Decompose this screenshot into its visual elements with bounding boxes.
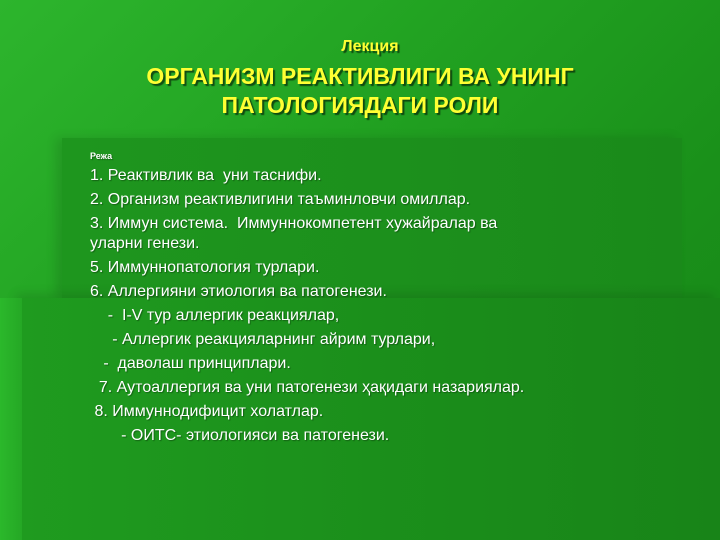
list-item: 2. Организм реактивлигини таъминловчи омиллар. [90,191,471,208]
plan-label: Режа [90,151,113,161]
list-item: 8. Иммуннодифицит холатлар. [90,403,324,420]
list-item: уларни генези. [90,235,200,252]
title-lecture-label: Лекция [341,38,399,55]
list-item: 7. Аутоаллергия ва уни патогенези ҳақидаги назариялар. [90,379,525,396]
title-main-heading: ОРГАНИЗМ РЕАКТИВЛИГИ ВА УНИНГ ПАТОЛОГИЯДАГИ РОЛИ [146,63,574,118]
list-item: - Аллергик реакцияларнинг айрим турлари, [90,331,436,348]
slide-title [60,36,660,120]
list-item: - даволаш принциплари. [90,355,291,372]
content-list [90,150,690,446]
list-item: 5. Иммуннопатология турлари. [90,259,320,276]
list-item: 1. Реактивлик ва уни таснифи. [90,167,322,184]
list-item: - ОИТС- этиологияси ва патогенези. [90,427,390,444]
list-item: 3. Иммун система. Иммуннокомпетент хужайралар ва [90,215,498,232]
decorative-left-strip [0,298,22,540]
list-item: 6. Аллергияни этиология ва патогенези. [90,283,387,300]
list-item: - I-V тур аллергик реакциялар, [90,307,340,324]
